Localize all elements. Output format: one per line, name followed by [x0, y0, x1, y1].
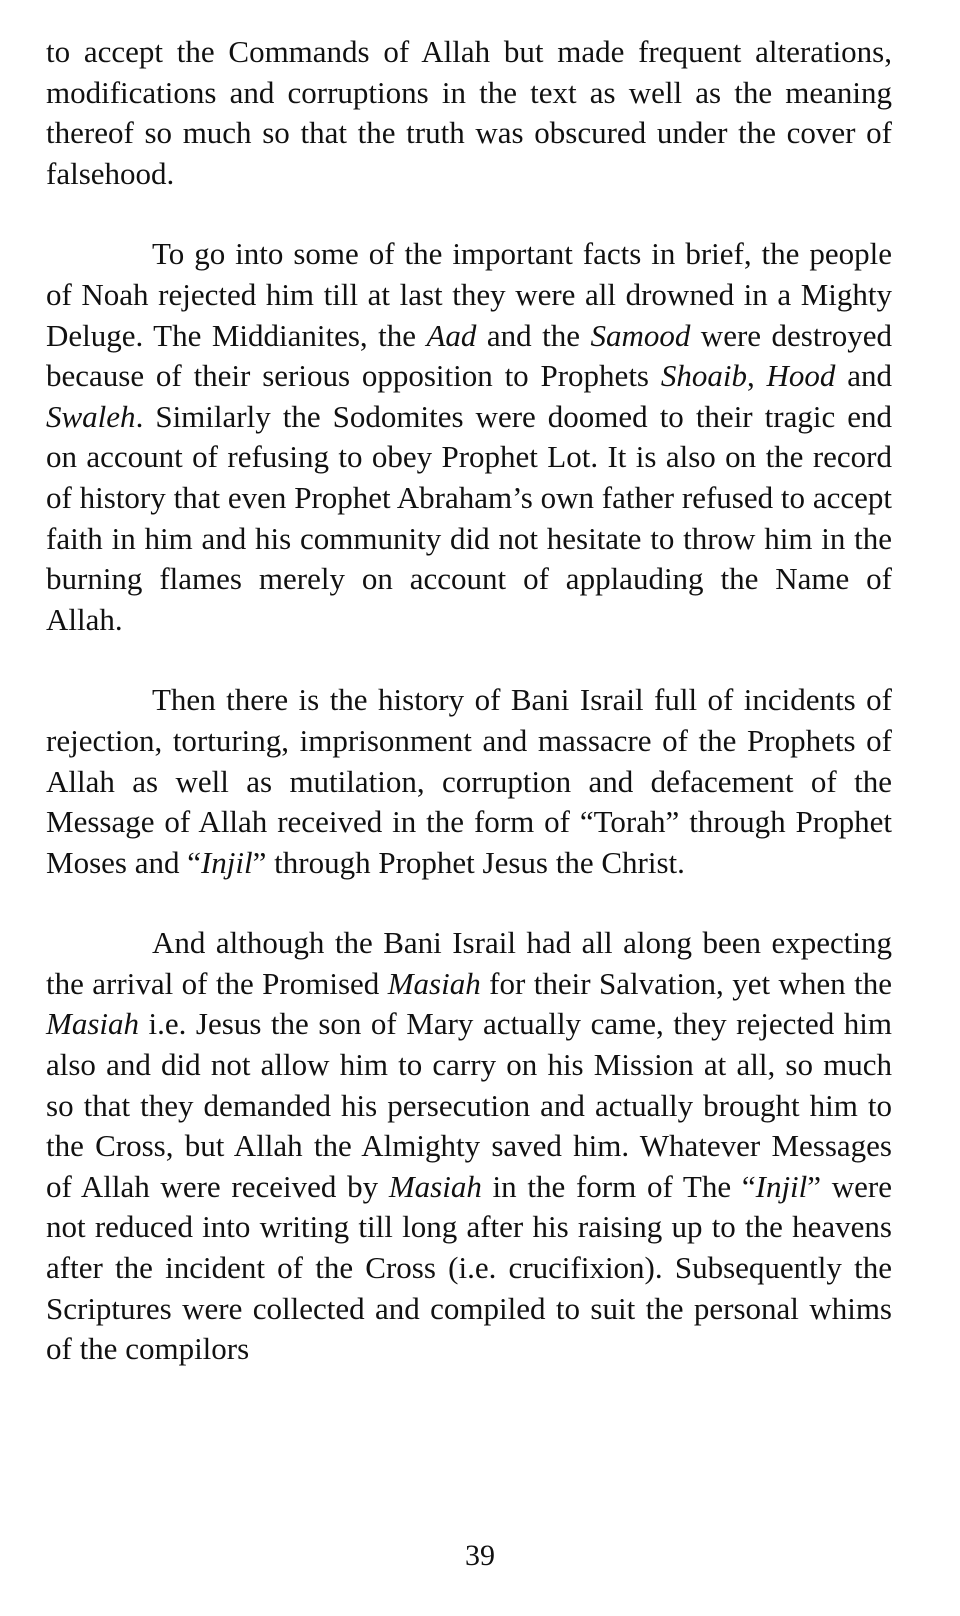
italic-term: Injil — [200, 844, 253, 880]
text-run: to accept the Commands of Allah but made frequent alterations, modifications and corruptions in the text as well as the meaning thereof so much so that the truth was obscured under the cover of falsehood. — [46, 34, 892, 191]
italic-term: Injil — [755, 1168, 808, 1204]
text-run: for their Salvation, yet when the — [480, 965, 892, 1001]
italic-term: Hood — [766, 358, 836, 394]
text-run: And although the Bani Israil had all along been expecting the arrival of the Promised — [46, 925, 892, 1001]
italic-term: Masiah — [46, 1006, 139, 1042]
italic-term: Swaleh — [46, 398, 136, 434]
text-run: To go into some of the important facts in brief, the people of Noah rejected him till at last they were all drowned in a Mighty Deluge. The Middianites, the — [46, 236, 892, 353]
text-run: and — [835, 358, 893, 394]
paragraph-3 — [46, 680, 892, 883]
text-run: were destroyed because of their serious opposition to Prophets — [46, 317, 893, 394]
paragraph-2 — [46, 234, 892, 640]
text-run: . Similarly the Sodomites were doomed to their tragic end on account of refusing to obey Prophet Lot. It is also on the record of history that even Prophet Abraham’s own father refused to accept faith in him and his community did not hesitate to throw him in the burning flames merely on account of applauding the Name of Allah. — [46, 398, 892, 637]
text-run: and the — [476, 317, 591, 353]
italic-term: Shoaib — [660, 358, 747, 394]
text-run: ” through Prophet Jesus the Christ. — [252, 844, 685, 880]
italic-term: Masiah — [387, 965, 481, 1001]
body-text — [46, 32, 892, 1370]
text-run: i.e. Jesus the son of Mary actually came, they rejected him also and did not allow him to carry on his Mission at all, so much so that they demanded his persecution and actually brought him to the Cross, but Allah the Almighty saved him. Whatever Messages of Allah were received by — [46, 1006, 892, 1204]
text-run: ” were not reduced into writing till long after his raising up to the heavens after the incident of the Cross (i.e. crucifixion). Subsequently the Scriptures were collected and compiled to suit the personal whims of the compilors — [46, 1168, 893, 1367]
italic-term: Aad — [426, 317, 477, 353]
page-number: 39 — [465, 1539, 495, 1572]
paragraph-1 — [46, 32, 892, 194]
text-run: in the form of The “ — [481, 1168, 756, 1204]
paragraph-4 — [46, 923, 892, 1370]
italic-term: Masiah — [388, 1168, 482, 1204]
text-run: , — [746, 358, 767, 394]
italic-term: Samood — [590, 317, 691, 353]
text-run: Then there is the history of Bani Israil full of incidents of rejection, torturing, imprisonment and massacre of the Prophets of Allah as well as mutilation, corruption and defacement of the Message of Allah received in the form of “Torah” through Prophet Moses and “ — [46, 682, 892, 880]
